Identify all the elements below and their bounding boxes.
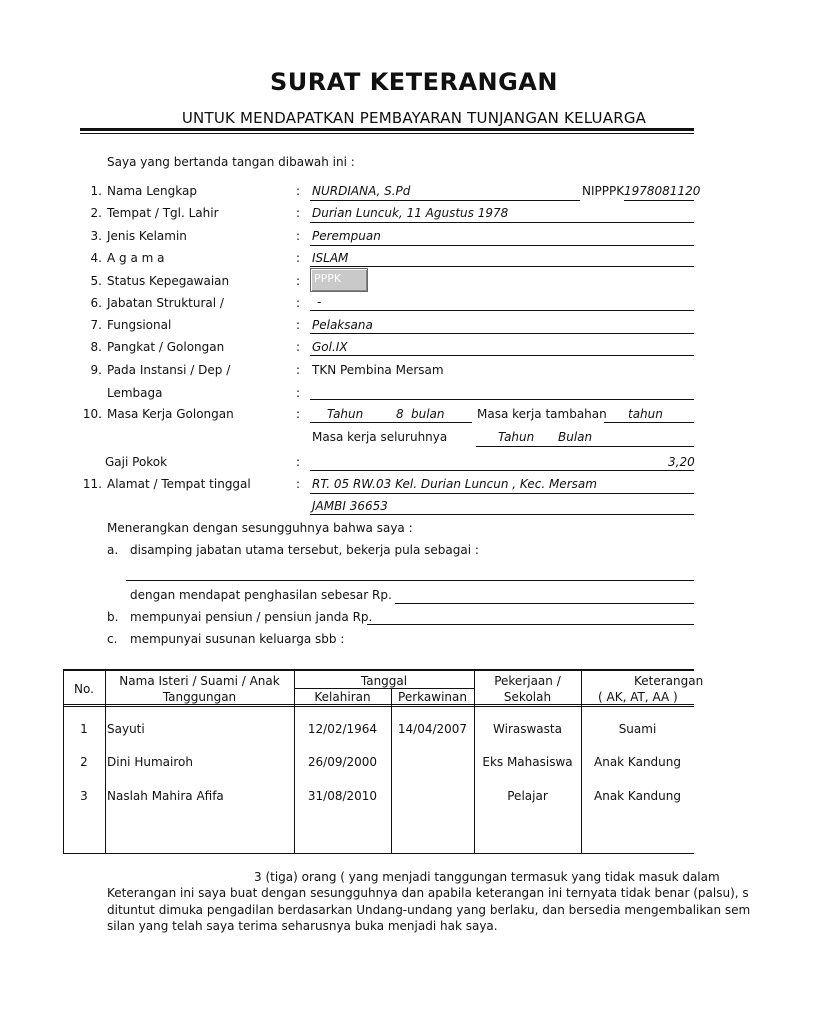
field-label-agama: A g a m a [107, 251, 165, 265]
table-cell-perkawinan: 14/04/2007 [397, 722, 468, 736]
underline [310, 333, 694, 334]
header-rule-thin [80, 133, 694, 134]
table-cell-nama: Sayuti [107, 722, 145, 736]
statement-b-text: mempunyai pensiun / pensiun janda Rp. [130, 610, 373, 624]
field-label-nama: Nama Lengkap [107, 184, 197, 198]
table-cell-keterangan: Suami [618, 722, 657, 736]
header-rule-thick [80, 128, 694, 131]
field-label-jabatan: Jabatan Struktural / [107, 296, 224, 310]
masa-kerja-seluruh-label: Masa kerja seluruhnya [312, 430, 448, 444]
field-value-agama: ISLAM [312, 251, 349, 265]
table-header-tanggal: Tanggal [360, 674, 408, 688]
underline [310, 222, 694, 223]
table-top-rule [63, 669, 694, 671]
field-number: 11. [82, 477, 102, 491]
field-value-jabatan: - [317, 295, 322, 309]
field-colon: : [296, 455, 301, 469]
underline [310, 493, 694, 494]
field-number: 8. [90, 340, 102, 354]
masa-kerja-bulan: bulan [411, 407, 445, 421]
closing-line-1: 3 (tiga) orang ( yang menjadi tanggungan termasuk yang tidak masuk dalam [254, 870, 720, 884]
statement-a-marker: a. [107, 543, 119, 557]
status-kepegawaian-value: PPPK [314, 272, 342, 285]
table-cell-no: 1 [80, 722, 88, 736]
field-colon: : [296, 229, 301, 243]
table-cell-keterangan: Anak Kandung [594, 755, 681, 769]
field-label-jenis-kelamin: Jenis Kelamin [107, 229, 187, 243]
field-colon: : [296, 363, 301, 377]
field-label-pangkat: Pangkat / Golongan [107, 340, 225, 354]
masa-kerja-tambahan-label: Masa kerja tambahan [477, 407, 607, 421]
status-kepegawaian-select[interactable] [310, 268, 368, 292]
underline [310, 422, 472, 423]
statement-c-text: mempunyai susunan keluarga sbb : [130, 632, 345, 646]
field-value-instansi: TKN Pembina Mersam [312, 363, 444, 377]
underline [604, 422, 694, 423]
statement-c-marker: c. [107, 632, 118, 646]
table-tanggal-rule [294, 688, 474, 689]
underline [126, 580, 694, 581]
underline [310, 266, 694, 267]
field-colon: : [296, 251, 301, 265]
table-cell-no: 2 [80, 755, 88, 769]
table-cell-keterangan: Anak Kandung [594, 789, 681, 803]
table-header-pekerjaan: Pekerjaan / [494, 674, 561, 688]
field-colon: : [296, 407, 301, 421]
field-number: 2. [90, 206, 102, 220]
field-label-alamat: Alamat / Tempat tinggal [107, 477, 251, 491]
field-number: 7. [90, 318, 102, 332]
masa-kerja-bulan-num: 8 [396, 407, 404, 421]
underline [367, 624, 694, 625]
field-number: 4. [90, 251, 102, 265]
underline [310, 245, 694, 246]
table-cell-kelahiran: 31/08/2010 [307, 789, 378, 803]
field-number: 5. [90, 274, 102, 288]
closing-line-2: Keterangan ini saya buat dengan sesungguhnya dan apabila keterangan ini ternyata tidak benar (palsu), s [107, 886, 749, 900]
field-value-alamat: RT. 05 RW.03 Kel. Durian Luncun , Kec. Mersam [312, 477, 597, 491]
underline [395, 603, 694, 604]
closing-line-4: silan yang telah saya terima seharusnya buka menjadi hak saya. [107, 919, 498, 933]
table-header-rule [63, 704, 694, 705]
statement-income: dengan mendapat penghasilan sebesar Rp. [130, 588, 392, 602]
field-label-lembaga: Lembaga [107, 386, 163, 400]
masa-kerja-tambahan-tahun: tahun [628, 407, 663, 421]
table-header-nama: Nama Isteri / Suami / Anak [119, 674, 280, 688]
statement-b-marker: b. [107, 610, 119, 624]
table-cell-nama: Dini Humairoh [107, 755, 193, 769]
field-label-instansi: Pada Instansi / Dep / [107, 363, 231, 377]
table-header-keterangan-2: ( AK, AT, AA ) [598, 690, 678, 704]
statement-head: Menerangkan dengan sesungguhnya bahwa saya : [107, 521, 413, 535]
field-label-ttl: Tempat / Tgl. Lahir [107, 206, 219, 220]
field-label-fungsional: Fungsional [107, 318, 172, 332]
table-cell-nama: Naslah Mahira Afifa [107, 789, 224, 803]
masa-kerja-seluruh-tahun: Tahun [498, 430, 535, 444]
field-number: 3. [90, 229, 102, 243]
document-subtitle: UNTUK MENDAPATKAN PEMBAYARAN TUNJANGAN KELUARGA [181, 109, 647, 127]
table-cell-kelahiran: 12/02/1964 [307, 722, 378, 736]
underline [310, 470, 694, 471]
underline [310, 200, 580, 201]
field-value-gaji: 3,20 [668, 455, 695, 469]
field-value-alamat-2: JAMBI 36653 [312, 499, 388, 513]
nip-value: 1978081120 [624, 184, 701, 198]
field-colon: : [296, 206, 301, 220]
field-label-status: Status Kepegawaian [107, 274, 230, 288]
masa-kerja-tahun: Tahun [327, 407, 364, 421]
field-label-gaji: Gaji Pokok [105, 455, 168, 469]
masa-kerja-seluruh-bulan: Bulan [558, 430, 593, 444]
field-number: 1. [90, 184, 102, 198]
field-label-masa-kerja: Masa Kerja Golongan [107, 407, 234, 421]
closing-line-3: dituntut dimuka pengadilan berdasarkan Undang-undang yang berlaku, dan bersedia mengembalikan sem [107, 903, 751, 917]
table-cell-pekerjaan: Pelajar [507, 789, 548, 803]
table-bottom-rule [63, 853, 694, 854]
table-header-keterangan: Keterangan [634, 674, 704, 688]
field-colon: : [296, 386, 301, 400]
nip-label: NIPPPK [582, 184, 625, 198]
statement-a-text: disamping jabatan utama tersebut, bekerja pula sebagai : [130, 543, 479, 557]
underline [310, 310, 694, 311]
field-number: 9. [90, 363, 102, 377]
table-header-kelahiran: Kelahiran [314, 690, 371, 704]
table-cell-pekerjaan: Wiraswasta [493, 722, 562, 736]
table-col-line [391, 688, 392, 854]
table-cell-no: 3 [80, 789, 88, 803]
field-colon: : [296, 296, 301, 310]
field-colon: : [296, 340, 301, 354]
underline [476, 446, 694, 447]
table-cell-pekerjaan: Eks Mahasiswa [482, 755, 573, 769]
field-number: 10. [82, 407, 102, 421]
table-header-nama-2: Tanggungan [162, 690, 237, 704]
field-value-ttl: Durian Luncuk, 11 Agustus 1978 [312, 206, 509, 220]
table-header-rule [63, 706, 694, 707]
underline [624, 200, 694, 201]
document-title: SURAT KETERANGAN [270, 68, 558, 96]
table-header-pekerjaan-2: Sekolah [503, 690, 552, 704]
intro-text: Saya yang bertanda tangan dibawah ini : [107, 155, 355, 169]
field-colon: : [296, 274, 301, 288]
field-value-fungsional: Pelaksana [312, 318, 373, 332]
table-cell-kelahiran: 26/09/2000 [307, 755, 378, 769]
underline [310, 399, 694, 400]
field-colon: : [296, 318, 301, 332]
table-header-no: No. [74, 682, 94, 696]
table-header-perkawinan: Perkawinan [398, 690, 467, 704]
field-colon: : [296, 184, 301, 198]
underline [310, 355, 694, 356]
field-value-jenis-kelamin: Perempuan [312, 229, 381, 243]
field-value-nama: NURDIANA, S.Pd [312, 184, 411, 198]
underline [310, 514, 694, 515]
field-colon: : [296, 477, 301, 491]
field-number: 6. [90, 296, 102, 310]
field-value-pangkat: Gol.IX [312, 340, 348, 354]
